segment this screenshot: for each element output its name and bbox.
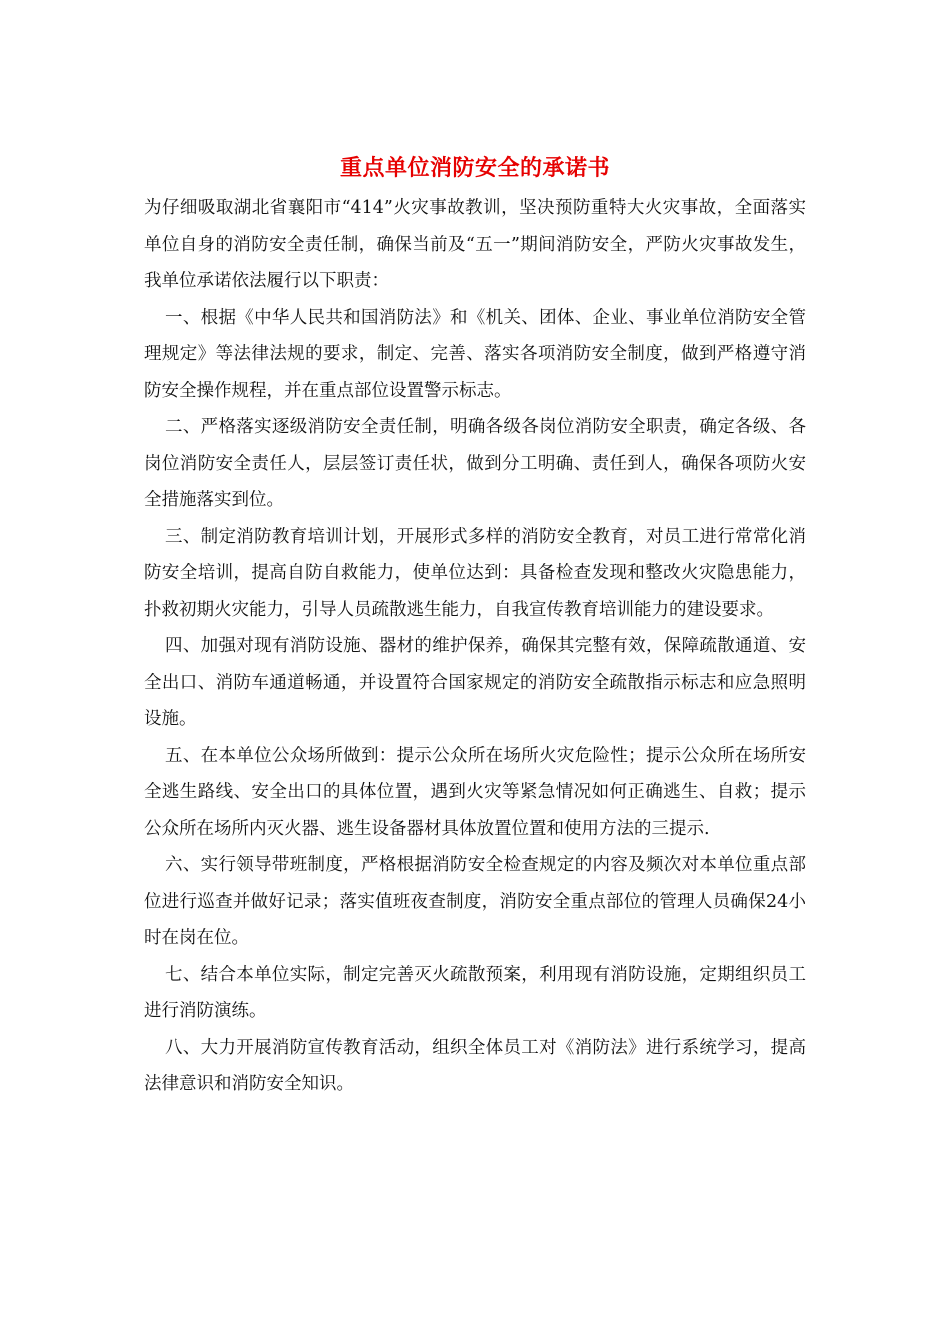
pledge-item-7: 七、结合本单位实际，制定完善灭火疏散预案，利用现有消防设施，定期组织员工进行消防演练。 [144,964,806,1021]
document-title: 重点单位消防安全的承诺书 [339,155,610,181]
pledge-item-3: 三、制定消防教育培训计划，开展形式多样的消防安全教育，对员工进行常常化消防安全培训，提高自防自救能力，使单位达到：具备检查发现和整改火灾隐患能力，扑救初期火灾能力，引导人员疏散逃生能力，自我宣传教育培训能力的建设要求。 [144,526,806,620]
pledge-item-1: 一、根据《中华人民共和国消防法》和《机关、团体、企业、事业单位消防安全管理规定》等法律法规的要求，制定、完善、落实各项消防安全制度，做到严格遵守消防安全操作规程，并在重点部位设置警示标志。 [144,307,806,401]
intro-paragraph: 为仔细吸取湖北省襄阳市“414”火灾事故教训，坚决预防重特大火灾事故，全面落实单位自身的消防安全责任制，确保当前及“五一”期间消防安全，严防火灾事故发生，我单位承诺依法履行以下职责： [144,198,806,291]
document-body [144,190,806,1103]
pledge-item-2: 二、严格落实逐级消防安全责任制，明确各级各岗位消防安全职责，确定各级、各岗位消防安全责任人，层层签订责任状，做到分工明确、责任到人，确保各项防火安全措施落实到位。 [144,417,806,510]
pledge-item-4: 四、加强对现有消防设施、器材的维护保养，确保其完整有效，保障疏散通道、安全出口、消防车通道畅通，并设置符合国家规定的消防安全疏散指示标志和应急照明设施。 [144,636,806,729]
pledge-item-5: 五、在本单位公众场所做到：提示公众所在场所火灾危险性；提示公众所在场所安全逃生路线、安全出口的具体位置，遇到火灾等紧急情况如何正确逃生、自救；提示公众所在场所内灭火器、逃生设备器材具体放置位置和使用方法的三提示. [144,745,806,839]
pledge-item-8: 八、大力开展消防宣传教育活动，组织全体员工对《消防法》进行系统学习，提高法律意识和消防安全知识。 [144,1037,806,1094]
pledge-item-6: 六、实行领导带班制度，严格根据消防安全检查规定的内容及频次对本单位重点部位进行巡查并做好记录；落实值班夜查制度，消防安全重点部位的管理人员确保24小时在岗在位。 [144,855,806,948]
